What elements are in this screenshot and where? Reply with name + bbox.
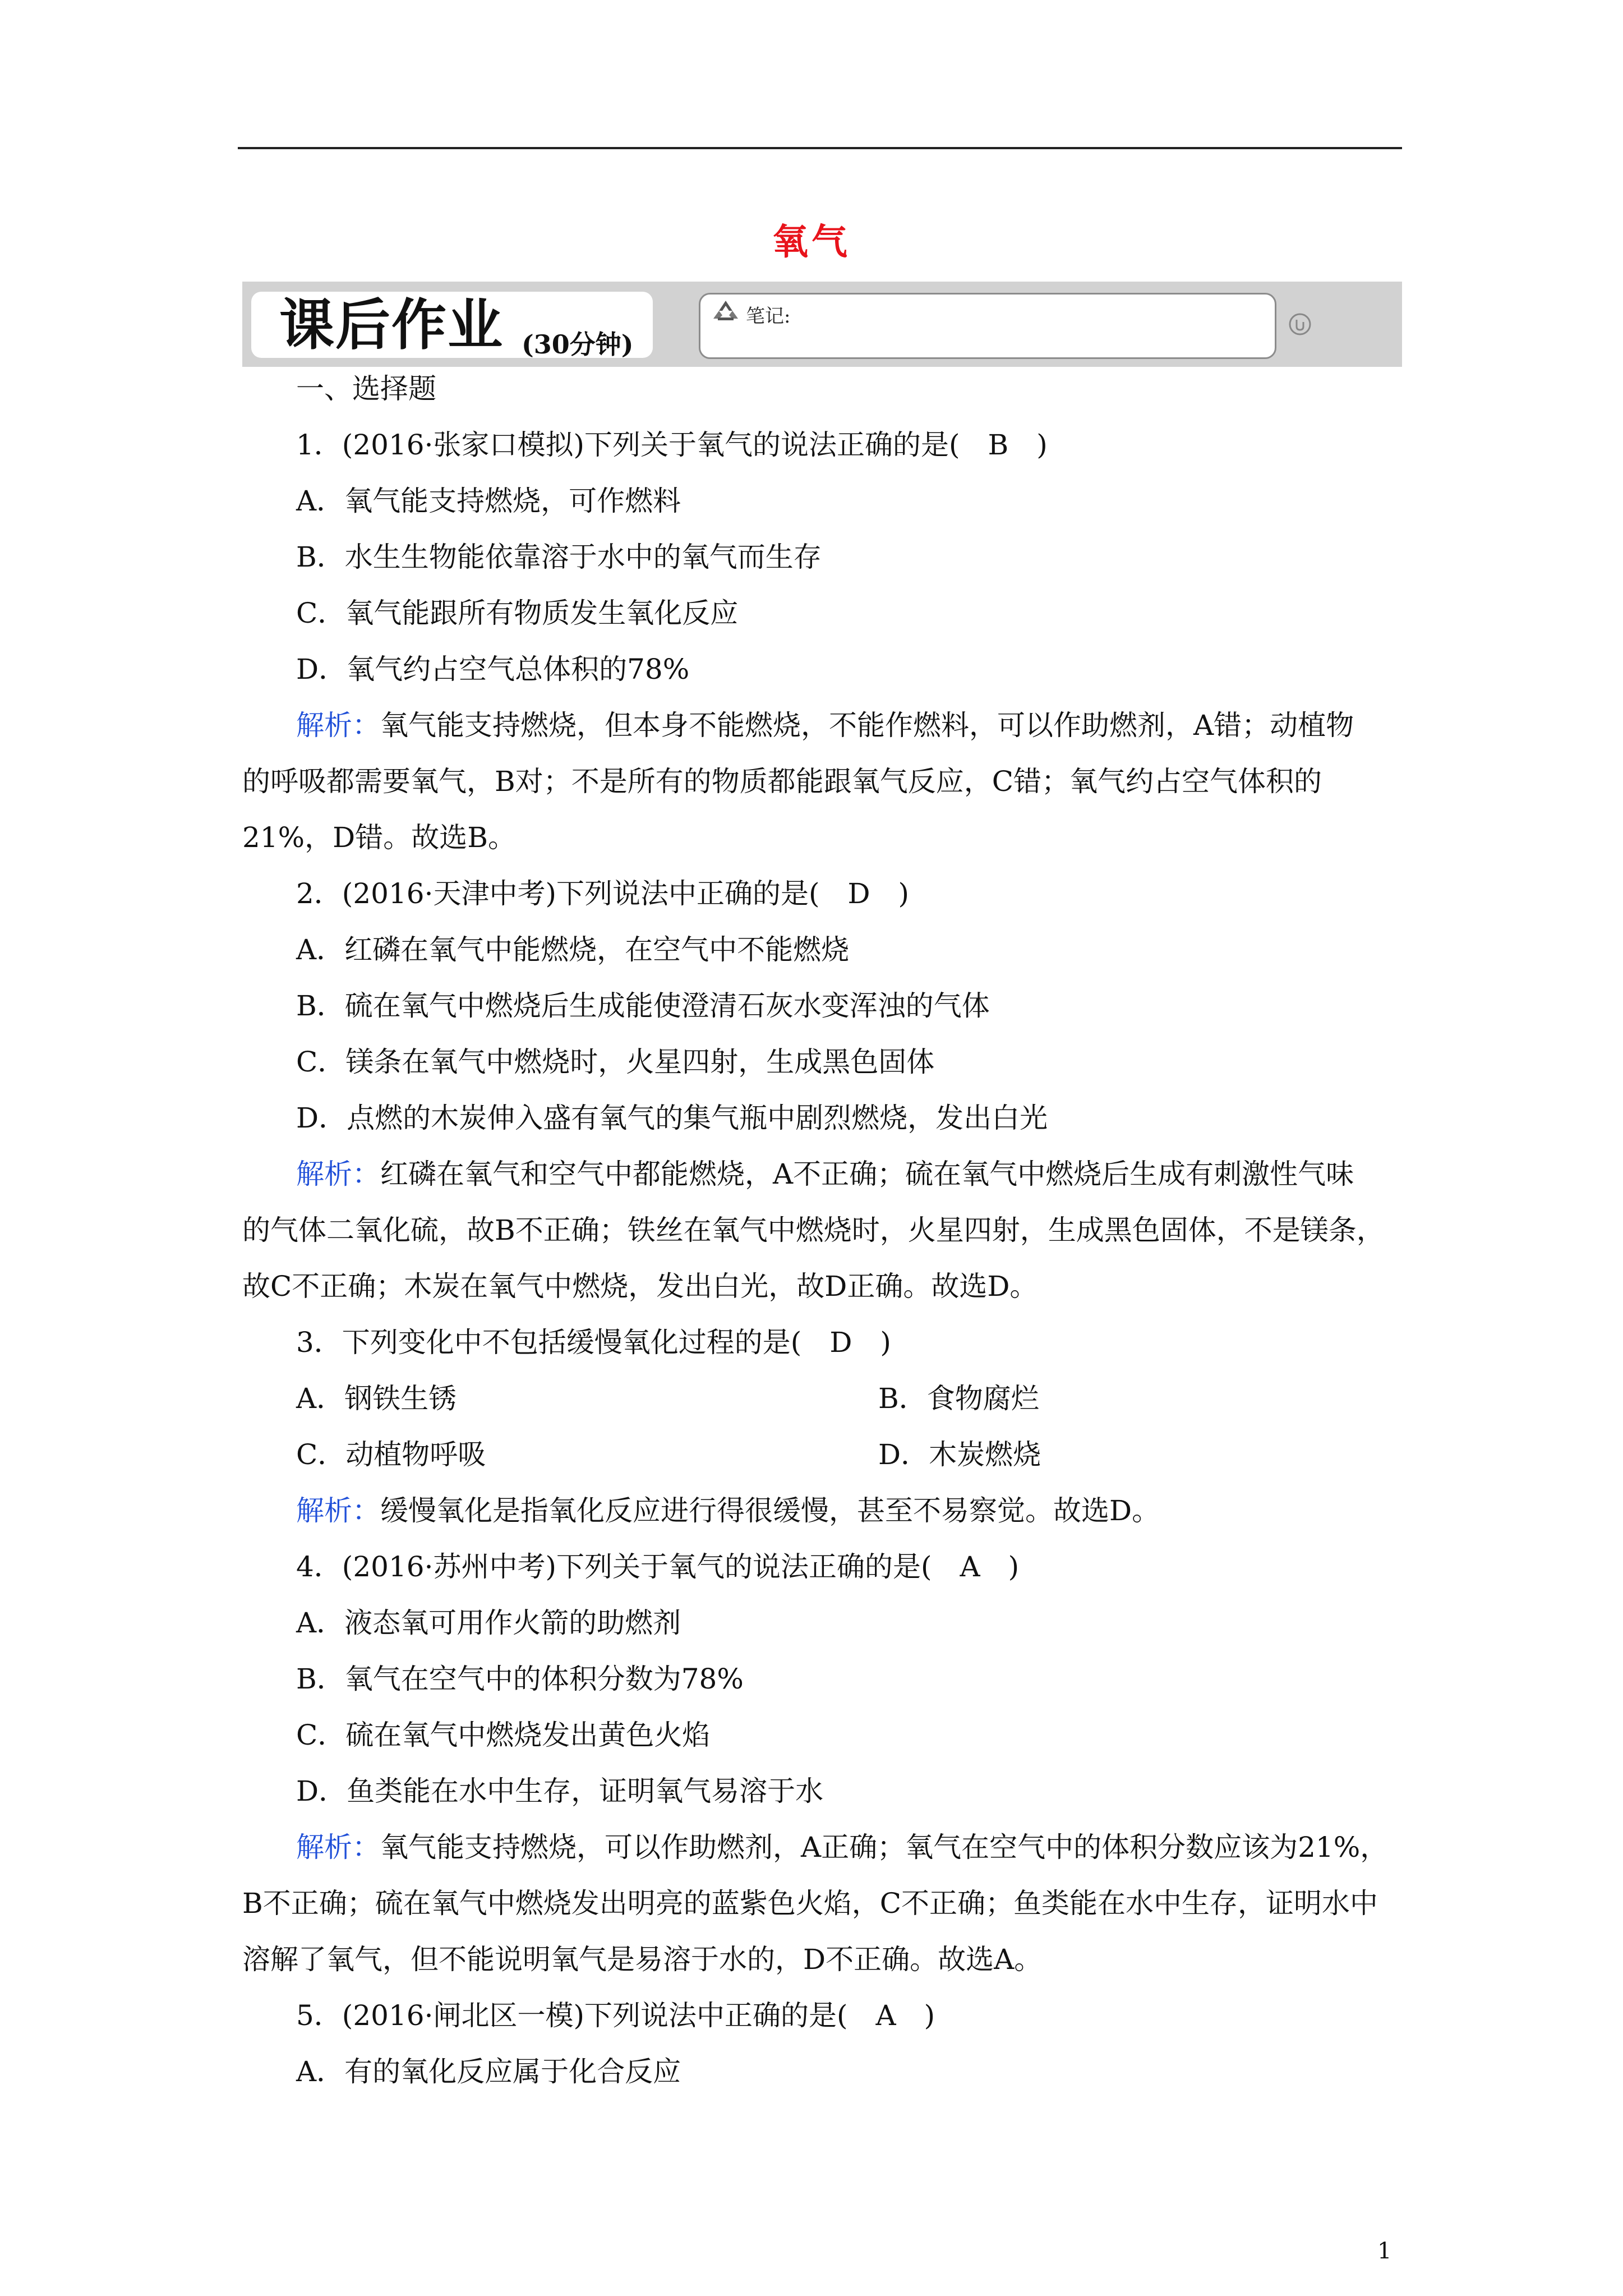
question-4-explanation-line-2: B不正确；硫在氧气中燃烧发出明亮的蓝紫色火焰，C不正确；鱼类能在水中生存，证明水中 — [242, 1887, 1378, 1920]
question-4-option-a: A．液态氧可用作火箭的助燃剂 — [296, 1607, 681, 1639]
question-2-stem: 2．(2016·天津中考)下列说法中正确的是( D ) — [296, 877, 910, 910]
question-5-stem: 5．(2016·闸北区一模)下列说法中正确的是( A ) — [296, 1999, 935, 2032]
question-2-explanation-line-1 — [296, 1157, 1354, 1191]
question-4-explanation-line-1 — [296, 1830, 1388, 1864]
paperclip-icon — [1288, 312, 1312, 337]
page-title: 氧气 — [772, 221, 851, 263]
explanation-label: 解析： — [296, 1158, 380, 1190]
question-1-explanation-line-3: 21%，D错。故选B。 — [242, 821, 516, 854]
question-4-stem: 4．(2016·苏州中考)下列关于氧气的说法正确的是( A ) — [296, 1550, 1020, 1583]
question-4-option-d: D．鱼类能在水中生存，证明氧气易溶于水 — [296, 1775, 824, 1807]
question-3-option-b: B．食物腐烂 — [878, 1382, 1039, 1415]
question-5-option-a: A．有的氧化反应属于化合反应 — [296, 2055, 681, 2088]
recycle-icon — [710, 298, 741, 322]
question-1-explanation-line-1 — [296, 708, 1354, 742]
question-2-option-b: B．硫在氧气中燃烧后生成能使澄清石灰水变浑浊的气体 — [296, 990, 990, 1022]
question-3-option-a: A．钢铁生锈 — [296, 1382, 457, 1415]
question-1-option-c: C．氧气能跟所有物质发生氧化反应 — [296, 597, 739, 629]
question-2-option-d: D．点燃的木炭伸入盛有氧气的集气瓶中剧烈燃烧，发出白光 — [296, 1102, 1048, 1134]
question-3-option-c: C．动植物呼吸 — [296, 1438, 486, 1471]
question-1-option-b: B．水生生物能依靠溶于水中的氧气而生存 — [296, 541, 822, 573]
question-2-explanation-line-3: 故C不正确；木炭在氧气中燃烧，发出白光，故D正确。故选D。 — [242, 1270, 1038, 1303]
explanation-label: 解析： — [296, 1494, 380, 1527]
page-number: 1 — [1377, 2238, 1392, 2264]
question-2-explanation-line-2: 的气体二氧化硫，故B不正确；铁丝在氧气中燃烧时，火星四射，生成黑色固体，不是镁条， — [242, 1214, 1385, 1246]
question-4-option-c: C．硫在氧气中燃烧发出黄色火焰 — [296, 1719, 711, 1751]
explanation-text: 氧气能支持燃烧，但本身不能燃烧，不能作燃料，可以作助燃剂，A错；动植物 — [380, 709, 1354, 742]
question-1-explanation-line-2: 的呼吸都需要氧气，B对；不是所有的物质都能跟氧气反应，C错；氧气约占空气体积的 — [242, 765, 1322, 798]
question-2-option-a: A．红磷在氧气中能燃烧，在空气中不能燃烧 — [296, 933, 850, 966]
header-rule — [238, 147, 1402, 149]
explanation-label: 解析： — [296, 709, 380, 742]
explanation-text: 氧气能支持燃烧，可以作助燃剂，A正确；氧气在空气中的体积分数应该为21%， — [380, 1831, 1389, 1864]
question-3-explanation-line-1 — [296, 1494, 1160, 1527]
question-2-option-c: C．镁条在氧气中燃烧时，火星四射，生成黑色固体 — [296, 1046, 935, 1078]
question-1-stem: 1．(2016·张家口模拟)下列关于氧气的说法正确的是( B ) — [296, 429, 1048, 461]
section-heading: 一、选择题 — [296, 372, 436, 405]
explanation-label: 解析： — [296, 1831, 380, 1864]
banner-title: 课后作业 — [279, 293, 504, 357]
question-1-option-d: D．氧气约占空气总体积的78% — [296, 653, 690, 685]
notes-label: 笔记: — [746, 305, 791, 328]
explanation-text: 红磷在氧气和空气中都能燃烧，A不正确；硫在氧气中燃烧后生成有刺激性气味 — [380, 1158, 1354, 1190]
question-3-stem: 3．下列变化中不包括缓慢氧化过程的是( D ) — [296, 1326, 891, 1359]
question-4-option-b: B．氧气在空气中的体积分数为78% — [296, 1663, 744, 1695]
banner-duration: (30分钟) — [522, 329, 634, 360]
question-3-option-d: D．木炭燃烧 — [878, 1438, 1041, 1471]
question-4-explanation-line-3: 溶解了氧气，但不能说明氧气是易溶于水的，D不正确。故选A。 — [242, 1943, 1043, 1976]
explanation-text: 缓慢氧化是指氧化反应进行得很缓慢，甚至不易察觉。故选D。 — [380, 1494, 1160, 1527]
question-1-option-a: A．氧气能支持燃烧，可作燃料 — [296, 485, 681, 517]
